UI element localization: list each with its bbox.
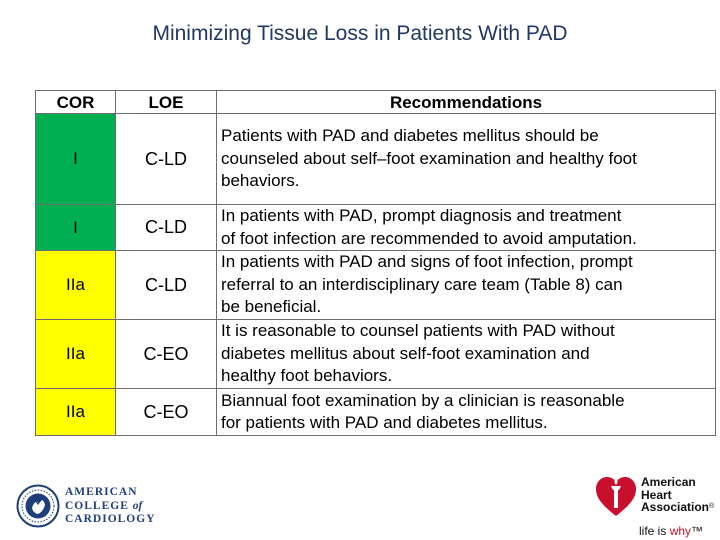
recommendation-line: healthy foot behaviors. xyxy=(221,366,393,386)
acc-line-2-word: COLLEGE xyxy=(65,499,129,512)
recommendation-line: behaviors. xyxy=(221,171,300,191)
aha-tagline xyxy=(639,524,703,538)
recommendation-cell xyxy=(217,205,716,251)
recommendations-table xyxy=(35,90,716,436)
table-header-row xyxy=(36,91,716,114)
recommendation-line: In patients with PAD and signs of foot infection, prompt xyxy=(221,252,633,272)
aha-line-2: Heart xyxy=(641,487,672,502)
acc-line-1: AMERICAN xyxy=(65,486,138,498)
aha-wordmark xyxy=(641,476,714,514)
acc-wordmark xyxy=(65,486,156,527)
header-loe: LOE xyxy=(116,91,217,114)
acc-line-3: CARDIOLOGY xyxy=(65,513,156,525)
acc-seal-icon xyxy=(16,484,60,528)
recommendation-cell xyxy=(217,320,716,389)
recommendation-line: referral to an interdisciplinary care team (Table 8) can xyxy=(221,274,623,294)
recommendation-line: Biannual foot examination by a clinician is reasonable xyxy=(221,390,625,410)
table-row xyxy=(36,389,716,436)
header-recommendations: Recommendations xyxy=(217,91,716,114)
page-title: Minimizing Tissue Loss in Patients With PAD xyxy=(152,22,568,45)
recommendation-line: In patients with PAD, prompt diagnosis and treatment xyxy=(221,206,622,225)
loe-cell: C-EO xyxy=(116,320,217,389)
table-row xyxy=(36,251,716,320)
recommendation-line: diabetes mellitus about self-foot examination and xyxy=(221,343,590,363)
recommendation-cell xyxy=(217,389,716,436)
recommendation-cell xyxy=(217,251,716,320)
acc-line-2 xyxy=(65,500,156,514)
aha-line-3-word: Association xyxy=(641,500,710,514)
table-row xyxy=(36,114,716,205)
cor-cell: IIa xyxy=(36,251,116,320)
loe-cell: C-LD xyxy=(116,114,217,205)
recommendation-line: It is reasonable to counsel patients with PAD without xyxy=(221,321,615,341)
aha-tagline-tm: ™ xyxy=(691,524,704,538)
aha-logo xyxy=(594,470,720,540)
acc-line-2-of: of xyxy=(132,499,143,512)
recommendation-line: be beneficial. xyxy=(221,297,322,317)
recommendation-cell xyxy=(217,114,716,205)
table-row xyxy=(36,320,716,389)
cor-cell: IIa xyxy=(36,320,116,389)
recommendation-line: Patients with PAD and diabetes mellitus should be xyxy=(221,126,599,146)
recommendation-line: for patients with PAD and diabetes mellitus. xyxy=(221,413,548,432)
cor-cell: IIa xyxy=(36,389,116,436)
loe-cell: C-LD xyxy=(116,205,217,251)
acc-logo xyxy=(16,484,166,530)
cor-cell: I xyxy=(36,205,116,251)
table-row xyxy=(36,205,716,251)
aha-tagline-why: why xyxy=(669,524,692,538)
recommendation-line: of foot infection are recommended to avoid amputation. xyxy=(221,228,637,248)
aha-line-3 xyxy=(641,501,714,514)
header-cor: COR xyxy=(36,91,116,114)
loe-cell: C-EO xyxy=(116,389,217,436)
aha-heart-torch-icon xyxy=(594,474,638,518)
aha-tagline-start: life is xyxy=(639,524,670,538)
cor-cell: I xyxy=(36,114,116,205)
recommendation-line: counseled about self–foot examination and healthy foot xyxy=(221,148,637,168)
aha-line-1: American xyxy=(641,475,696,489)
aha-registered-mark: ® xyxy=(709,503,715,510)
loe-cell: C-LD xyxy=(116,251,217,320)
